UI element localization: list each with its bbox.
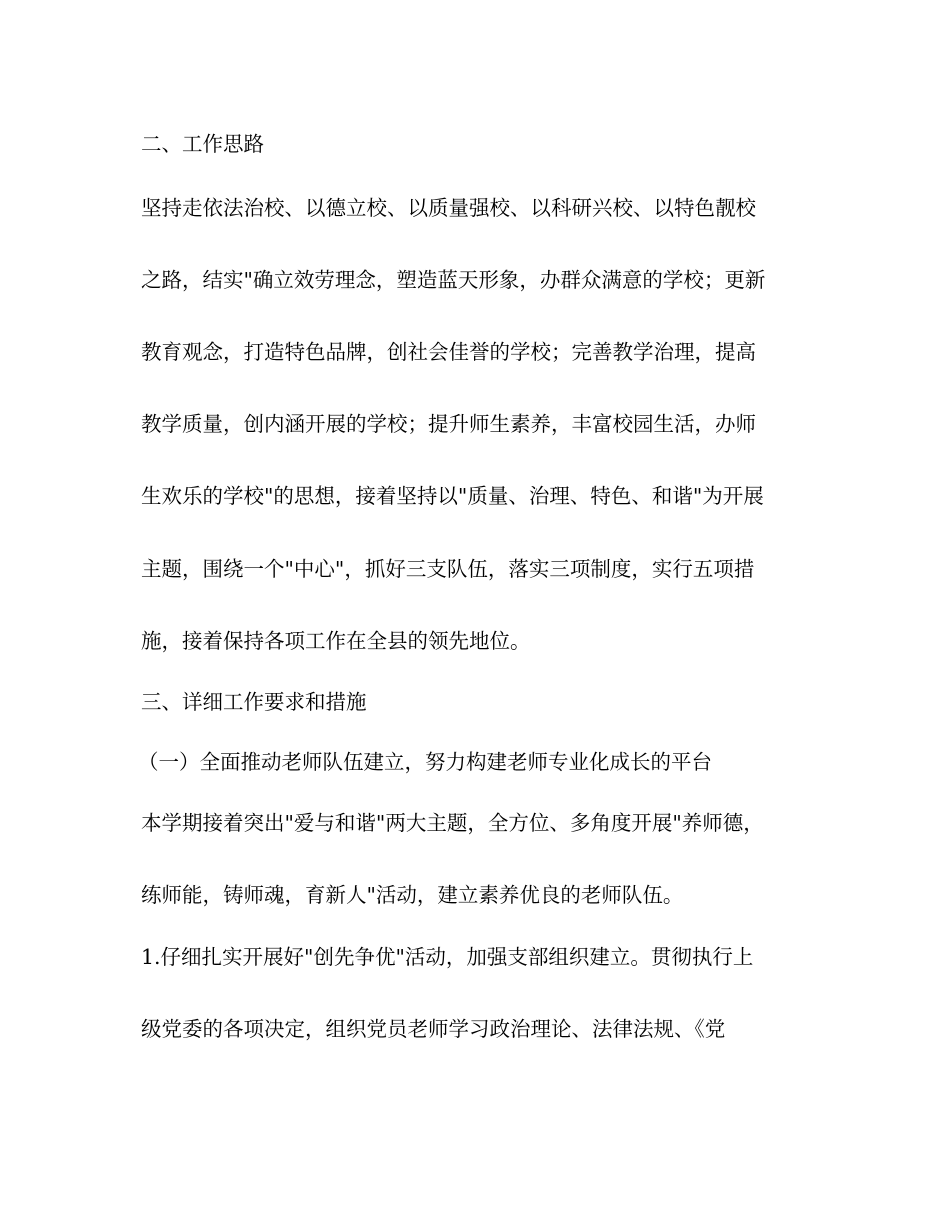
paragraph-line: 练师能，铸师魂，育新人"活动，建立素养优良的老师队伍。 [141, 883, 684, 907]
section-heading-requirements: 三、详细工作要求和措施 [141, 690, 367, 714]
paragraph-line: 级党委的各项决定，组织党员老师学习政治理论、法律法规、《党 [141, 1017, 726, 1041]
paragraph-line: 1.仔细扎实开展好"创先争优"活动，加强支部组织建立。贯彻执行上 [141, 945, 754, 969]
paragraph-line: 坚持走依法治校、以德立校、以质量强校、以科研兴校、以特色靓校 [141, 196, 756, 220]
paragraph-line: 本学期接着突出"爱与和谐"两大主题，全方位、多角度开展"养师德， [141, 811, 764, 835]
paragraph-line: 之路，结实"确立效劳理念，塑造蓝天形象，办群众满意的学校；更新 [141, 268, 766, 292]
paragraph-line: 教育观念，打造特色品牌，创社会佳誉的学校；完善教学治理，提高 [141, 340, 756, 364]
paragraph-line: 生欢乐的学校"的思想，接着坚持以"质量、治理、特色、和谐"为开展 [141, 484, 764, 508]
paragraph-line: 主题，围绕一个"中心"，抓好三支队伍，落实三项制度，实行五项措 [141, 557, 755, 581]
paragraph-line: 施，接着保持各项工作在全县的领先地位。 [141, 629, 531, 653]
subsection-heading: （一）全面推动老师队伍建立，努力构建老师专业化成长的平台 [138, 750, 712, 774]
section-heading-work-approach: 二、工作思路 [141, 132, 264, 156]
paragraph-line: 教学质量，创内涵开展的学校；提升师生素养，丰富校园生活，办师 [141, 412, 756, 436]
